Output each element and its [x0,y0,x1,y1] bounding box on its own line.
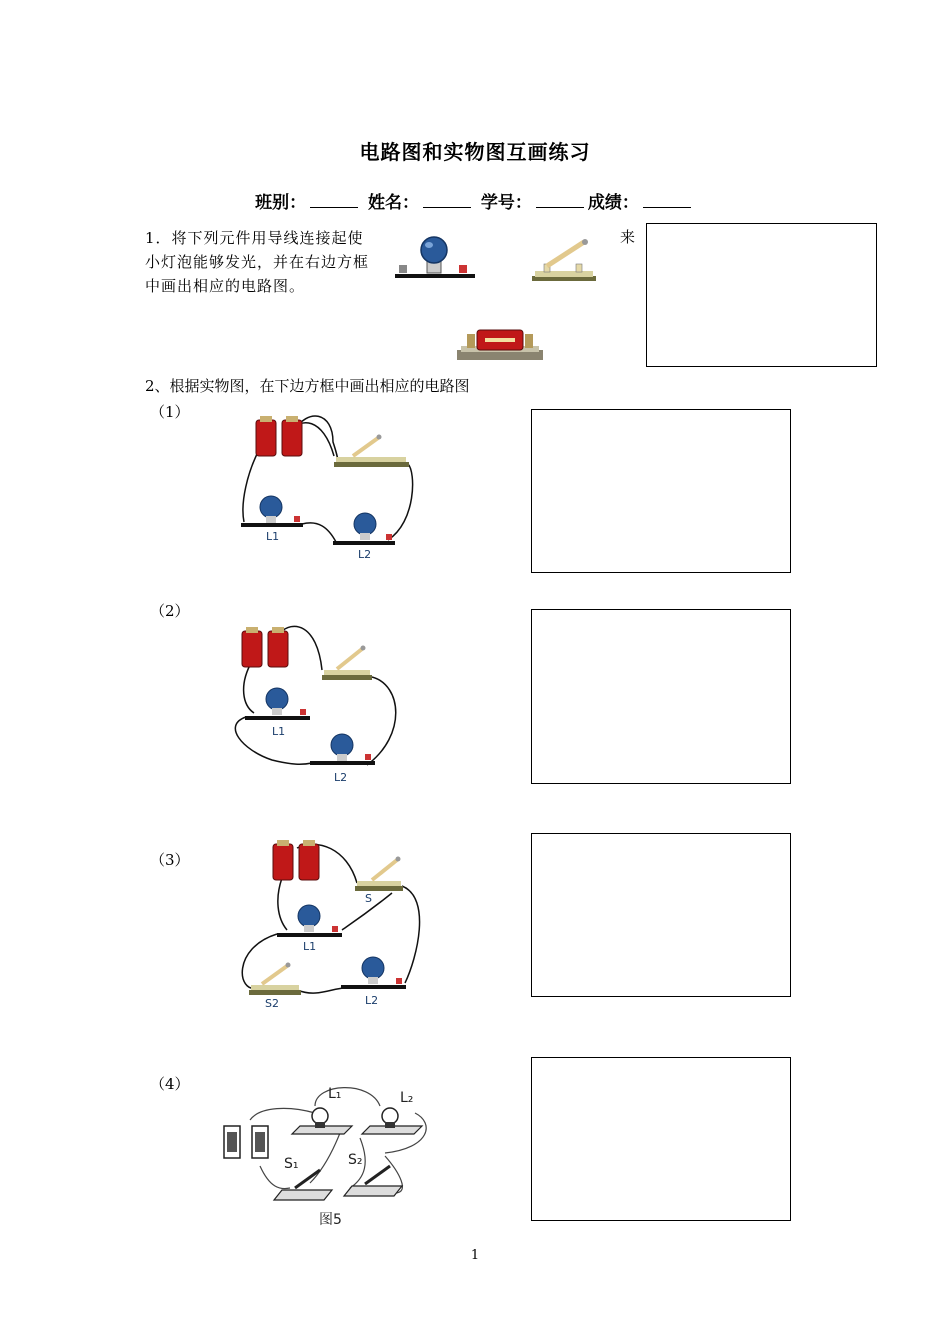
question-2-1-answer-box[interactable] [531,409,791,573]
question-2-4-answer-box[interactable] [531,1057,791,1221]
label-s2: S2 [265,997,279,1010]
id-blank[interactable] [536,193,584,208]
label-l1: L1 [272,725,286,738]
class-blank[interactable] [310,193,358,208]
question-2-1-number: （1） [150,403,190,421]
question-2-3-number: （3） [150,851,190,869]
label-l1: L1 [303,940,317,953]
circuit-diagram-1 [238,412,418,567]
question-1-tail: 来 [620,228,636,246]
label-s: S [365,892,372,905]
figure-caption: 图5 [319,1212,342,1228]
score-label: 成绩： [587,193,639,213]
label-s1: S₁ [284,1156,299,1172]
q1-bulb-component [395,234,480,284]
label-l2: L2 [365,994,379,1007]
question-2-2-answer-box[interactable] [531,609,791,784]
question-1-text: 1．将下列元件用导线连接起使小灯泡能够发光，并在右边方框中画出相应的电路图。 [145,229,370,295]
circuit-diagram-2 [232,625,412,790]
score-blank[interactable] [643,193,691,208]
page-number: 1 [470,1248,480,1263]
id-label: 学号： [480,193,532,213]
label-s2: S₂ [348,1152,363,1168]
q1-battery-component [457,326,547,364]
question-2-2-number: （2） [150,602,190,620]
label-l2: L2 [358,548,372,561]
label-l1: L1 [266,530,280,543]
label-l2: L2 [334,771,348,784]
name-label: 姓名： [368,193,419,213]
circuit-diagram-3 [237,838,432,1013]
question-2-3-answer-box[interactable] [531,833,791,997]
label-l1: L₁ [328,1086,342,1102]
page-title: 电路图和实物图互画练习 [359,140,591,164]
label-l2: L₂ [400,1090,414,1106]
student-info-line [0,188,950,213]
question-1-answer-box[interactable] [646,223,877,367]
class-label: 班别： [255,193,307,213]
circuit-diagram-4 [220,1078,440,1233]
q1-switch-component [532,238,602,286]
question-2-4-number: （4） [150,1075,190,1093]
name-blank[interactable] [423,193,471,208]
question-2-text: 2、根据实物图，在下边方框中画出相应的电路图 [145,377,470,395]
